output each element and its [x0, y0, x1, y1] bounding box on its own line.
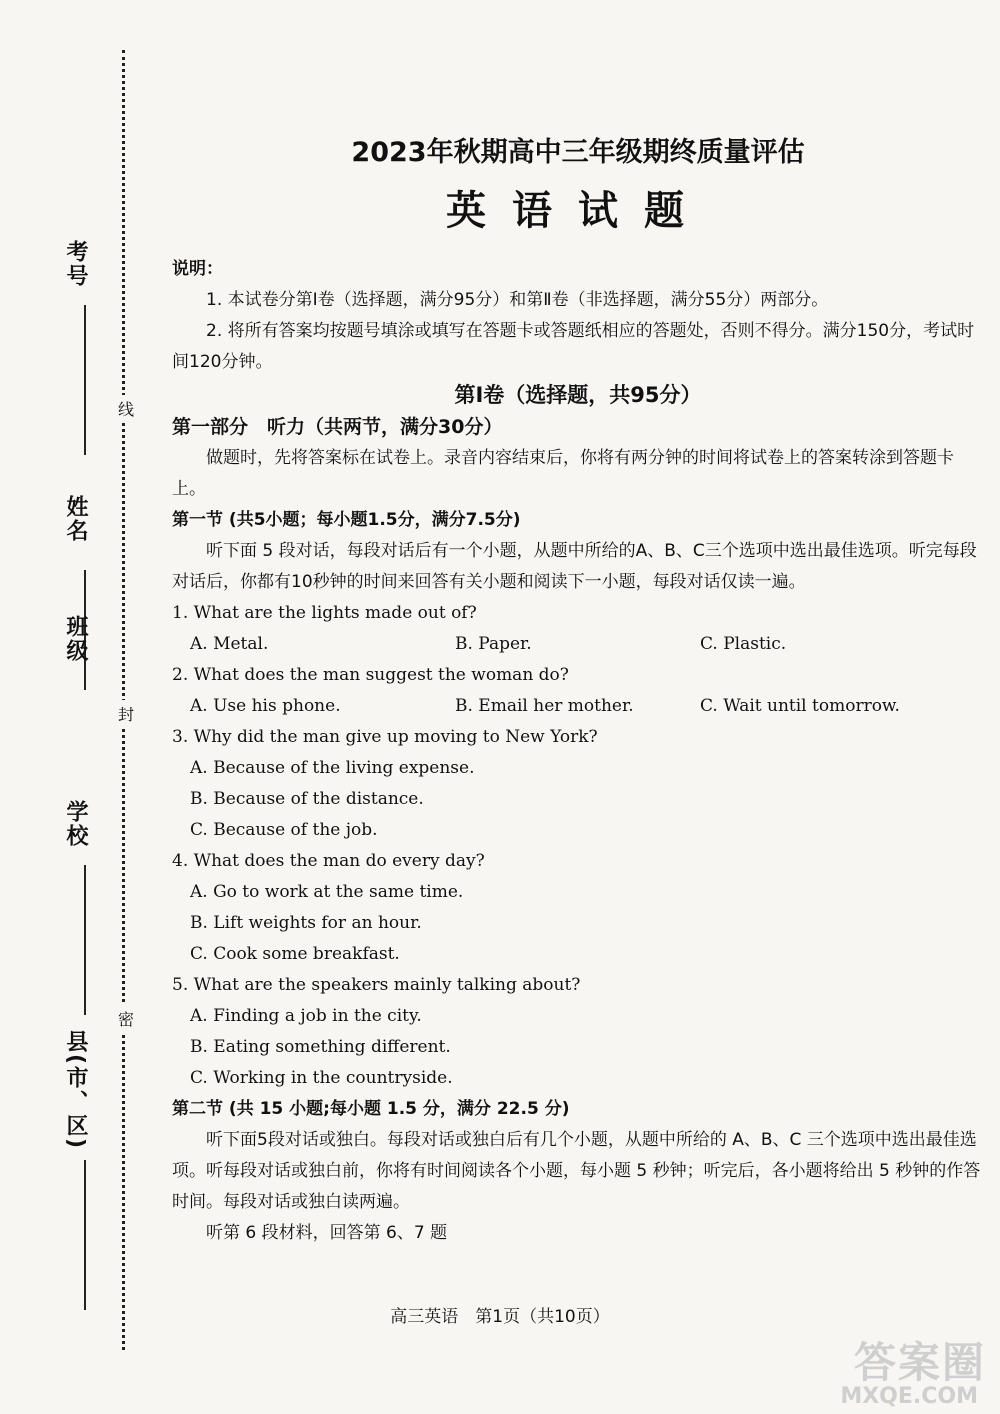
label-school: 学校 [63, 800, 88, 848]
option: B. Eating something different. [190, 1037, 451, 1057]
material-6-prompt: 听第 6 段材料，回答第 6、7 题 [206, 1223, 448, 1243]
option: B. Paper. [455, 634, 532, 654]
watermark-logo: 答案圈 [853, 1338, 986, 1387]
option: B. Email her mother. [455, 696, 634, 716]
section-2-title: 第二节 (共 15 小题;每小题 1.5 分，满分 22.5 分) [172, 1099, 570, 1119]
question-5: 5. What are the speakers mainly talking about? [172, 975, 581, 995]
part-1-title: 第一部分 听力（共两节，满分30分） [172, 416, 503, 438]
option: B. Lift weights for an hour. [190, 913, 422, 933]
option: C. Plastic. [700, 634, 787, 654]
option: A. Go to work at the same time. [190, 882, 464, 902]
exam-title: 2023年秋期高中三年级期终质量评估 [351, 137, 805, 168]
question-2-options [190, 691, 984, 722]
section-1-title: 第一节 (共5小题；每小题1.5分，满分7.5分) [172, 510, 521, 530]
section-2-description: 听下面5段对话或独白。每段对话或独白后有几个小题，从题中所给的 A、B、C 三个选项中选出最佳选项。听每段对话或独白前，你将有时间阅读各个小题，每小题 5 秒钟；听完后，各小题将给出 5 秒钟的作答时间。每段对话或独白读两遍。 [172, 1130, 981, 1212]
part-1-description: 做题时，先将答案标在试卷上。录音内容结束后，你将有两分钟的时间将试卷上的答案转涂到答题卡上。 [172, 448, 954, 499]
option: A. Finding a job in the city. [190, 1006, 422, 1026]
question-1: 1. What are the lights made out of? [172, 603, 477, 623]
instruction-2: 2. 将所有答案均按题号填涂或填写在答题卡或答题纸相应的答题处，否则不得分。满分150分，考试时间120分钟。 [172, 321, 975, 372]
question-4: 4. What does the man do every day? [172, 851, 485, 871]
option: A. Use his phone. [190, 696, 341, 716]
instruction-1: 1. 本试卷分第Ⅰ卷（选择题，满分95分）和第Ⅱ卷（非选择题，满分55分）两部分。 [206, 290, 829, 310]
option: A. Metal. [190, 634, 269, 654]
watermark-url: MXQE.COM [840, 1384, 978, 1409]
option: B. Because of the distance. [190, 789, 424, 809]
instructions-heading: 说明： [172, 259, 223, 279]
exam-number-field[interactable] [84, 305, 86, 455]
option: C. Wait until tomorrow. [700, 696, 900, 716]
school-field[interactable] [84, 865, 86, 1015]
seal-mark-line: 线 [118, 395, 134, 422]
volume-1-title: 第Ⅰ卷（选择题，共95分） [454, 383, 702, 407]
option: A. Because of the living expense. [190, 758, 475, 778]
page-footer: 高三英语 第1页（共10页） [390, 1307, 610, 1327]
seal-mark-seal: 封 [118, 700, 134, 727]
option: C. Cook some breakfast. [190, 944, 400, 964]
seal-mark-secret: 密 [118, 1005, 134, 1032]
question-1-options [190, 629, 984, 660]
subject-title: 英语试题 [446, 188, 710, 234]
option: C. Working in the countryside. [190, 1068, 453, 1088]
binding-margin [0, 0, 135, 1414]
label-exam-number: 考号 [63, 240, 88, 288]
label-class: 班级 [63, 615, 88, 663]
section-1-description: 听下面 5 段对话，每段对话后有一个小题，从题中所给的A、B、C三个选项中选出最佳选项。听完每段对话后，你都有10秒钟的时间来回答有关小题和阅读下一小题，每段对话仅读一遍。 [172, 541, 977, 592]
label-county: 县(市、区) [63, 1030, 88, 1151]
question-2: 2. What does the man suggest the woman do? [172, 665, 569, 685]
county-field[interactable] [84, 1160, 86, 1310]
option: C. Because of the job. [190, 820, 378, 840]
exam-page-content [172, 130, 984, 1249]
question-3: 3. Why did the man give up moving to New York? [172, 727, 598, 747]
label-name: 姓名 [63, 495, 88, 543]
